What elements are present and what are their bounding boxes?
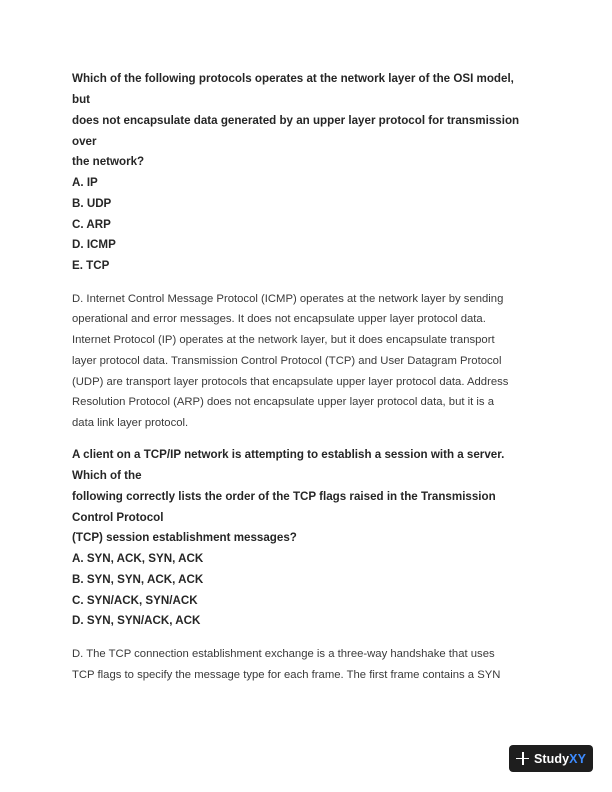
answer2-line: TCP flags to specify the message type for each frame. The first frame contains a SYN [72,669,501,681]
studyxy-badge[interactable] [509,745,593,772]
question1-option: C. ARP [72,218,111,231]
question1-option: D. ICMP [72,238,116,251]
question2-option: C. SYN/ACK, SYN/ACK [72,594,198,607]
answer1-line: D. Internet Control Message Protocol (ICMP) operates at the network layer by sending [72,293,504,305]
question1-line: Which of the following protocols operates at the network layer of the OSI model, [72,72,514,85]
question1-option: B. UDP [72,197,112,210]
question2-line: A client on a TCP/IP network is attempting to establish a session with a server. [72,448,505,461]
question2-line: following correctly lists the order of the TCP flags raised in the Transmission [72,490,496,503]
question1-line: does not encapsulate data generated by an upper layer protocol for transmission [72,114,520,127]
answer1-line: Internet Protocol (IP) operates at the network layer, but it does encapsulate transport [72,334,495,346]
question1-option: E. TCP [72,259,110,272]
question1-line: but [72,93,91,106]
question2-line: Which of the [72,469,142,482]
question2-option: B. SYN, SYN, ACK, ACK [72,573,204,586]
answer1-line: Resolution Protocol (ARP) does not encapsulate upper layer protocol data, but it is a [72,396,494,408]
question2-option: D. SYN, SYN/ACK, ACK [72,614,201,627]
brand-logo [534,752,586,766]
answer1-line: layer protocol data. Transmission Control Protocol (TCP) and User Datagram Protocol [72,355,502,367]
answer1-line: operational and error messages. It does not encapsulate upper layer protocol data. [72,313,486,325]
answer2-line: D. The TCP connection establishment exchange is a three-way handshake that uses [72,648,495,660]
plus-icon [516,752,529,765]
question2-option: A. SYN, ACK, SYN, ACK [72,552,204,565]
question1-line: over [72,135,97,148]
brand-main: Study [533,751,570,766]
question2-line: (TCP) session establishment messages? [72,531,297,544]
question1-option: A. IP [72,176,98,189]
answer1-line: (UDP) are transport layer protocols that encapsulate upper layer protocol data. Address [72,376,509,388]
answer1-line: data link layer protocol. [72,417,189,429]
question2-line: Control Protocol [72,511,164,524]
question1-line: the network? [72,155,145,168]
brand-accent: XY [569,751,587,766]
